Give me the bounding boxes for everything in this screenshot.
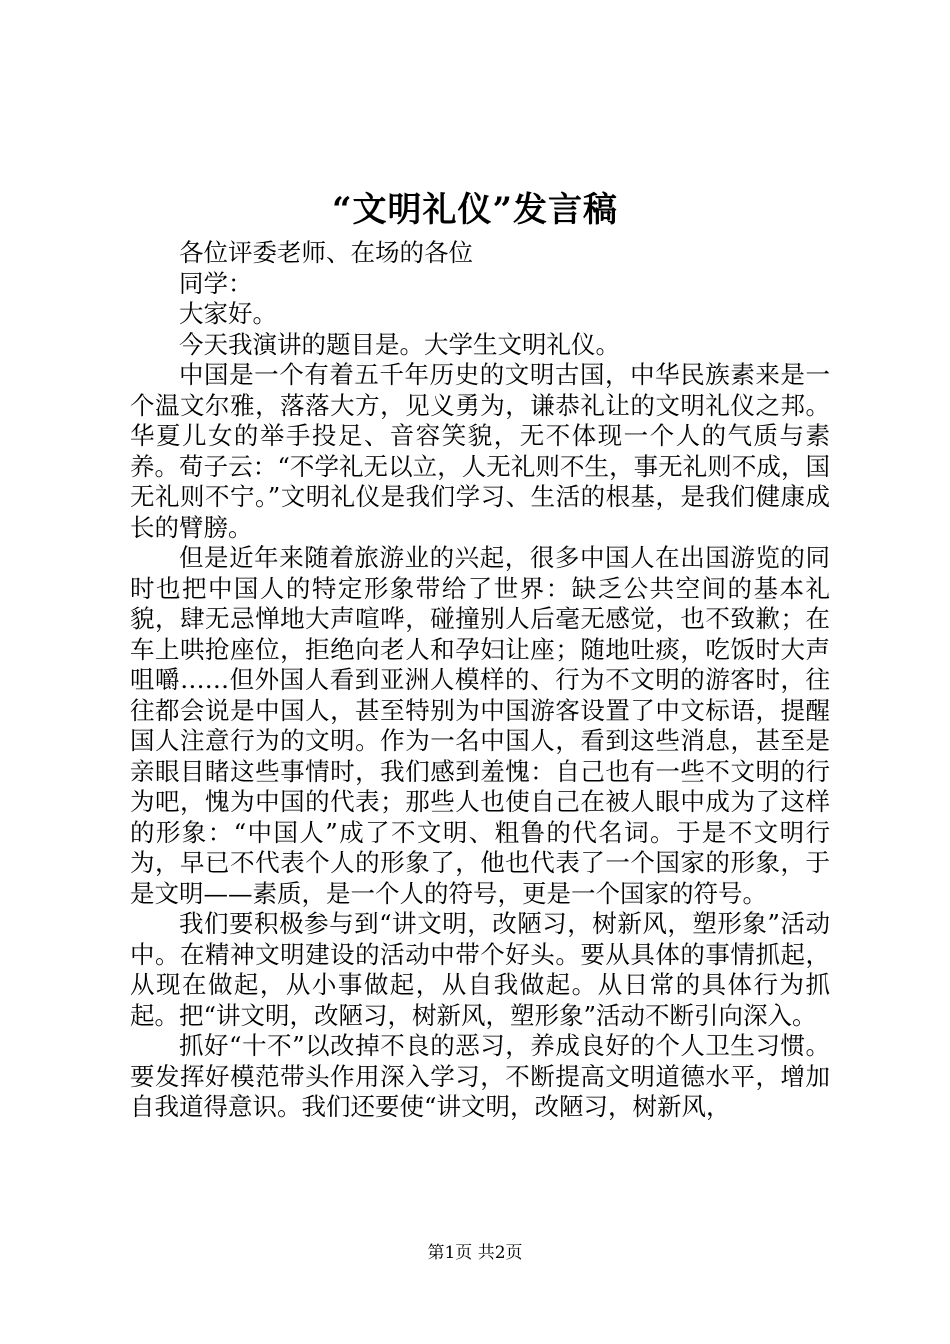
page-footer: 第1页 共2页 <box>427 1243 523 1263</box>
paragraph: 我们要积极参与到“讲文明，改陋习，树新风，塑形象”活动中。在精神文明建设的活动中带个好头。要从具体的事情抓起，从现在做起，从小事做起，从自我做起。从日常的具体行为抓起。把“讲文明，改陋习，树新风，塑形象”活动不断引向深入。 <box>130 909 830 1030</box>
document-title: “文明礼仪”发言稿 <box>331 190 619 230</box>
paragraph: 各位评委老师、在场的各位 <box>179 238 473 267</box>
paragraph: 同学： <box>179 268 253 298</box>
paragraph: 大家好。 <box>179 299 277 328</box>
paragraph: 抓好“十不”以改掉不良的恶习，养成良好的个人卫生习惯。要发挥好模范带头作用深入学习，不断提高文明道德水平，增加自我道得意识。我们还要使“讲文明，改陋习，树新风， <box>130 1031 830 1121</box>
paragraph: 今天我演讲的题目是。大学生文明礼仪。 <box>179 329 620 359</box>
document-body <box>130 238 830 1123</box>
paragraph: 但是近年来随着旅游业的兴起，很多中国人在出国游览的同时也把中国人的特定形象带给了世界：缺乏公共空间的基本礼貌，肆无忌惮地大声喧哗，碰撞别人后毫无感觉，也不致歉；在车上哄抢座位，拒绝向老人和孕妇让座；随地吐痰，吃饭时大声咀嚼……但外国人看到亚洲人模样的、行为不文明的游客时，往往都会说是中国人，甚至特别为中国游客设置了中文标语，提醒国人注意行为的文明。作为一名中国人，看到这些消息，甚至是亲眼目睹这些事情时，我们感到羞愧：自己也有一些不文明的行为吧，愧为中国的代表；那些人也使自己在被人眼中成为了这样的形象：“中国人”成了不文明、粗鲁的代名词。于是不文明行为，早已不代表个人的形象了，他也代表了一个国家的形象，于是文明——素质，是一个人的符号，更是一个国家的符号。 <box>130 543 830 908</box>
paragraph: 中国是一个有着五千年历史的文明古国，中华民族素来是一个温文尔雅，落落大方，见义勇为，谦恭礼让的文明礼仪之邦。华夏儿女的举手投足、音容笑貌，无不体现一个人的气质与素养。荀子云：“不学礼无以立，人无礼则不生，事无礼则不成，国无礼则不宁。”文明礼仪是我们学习、生活的根基，是我们健康成长的臂膀。 <box>130 360 830 542</box>
